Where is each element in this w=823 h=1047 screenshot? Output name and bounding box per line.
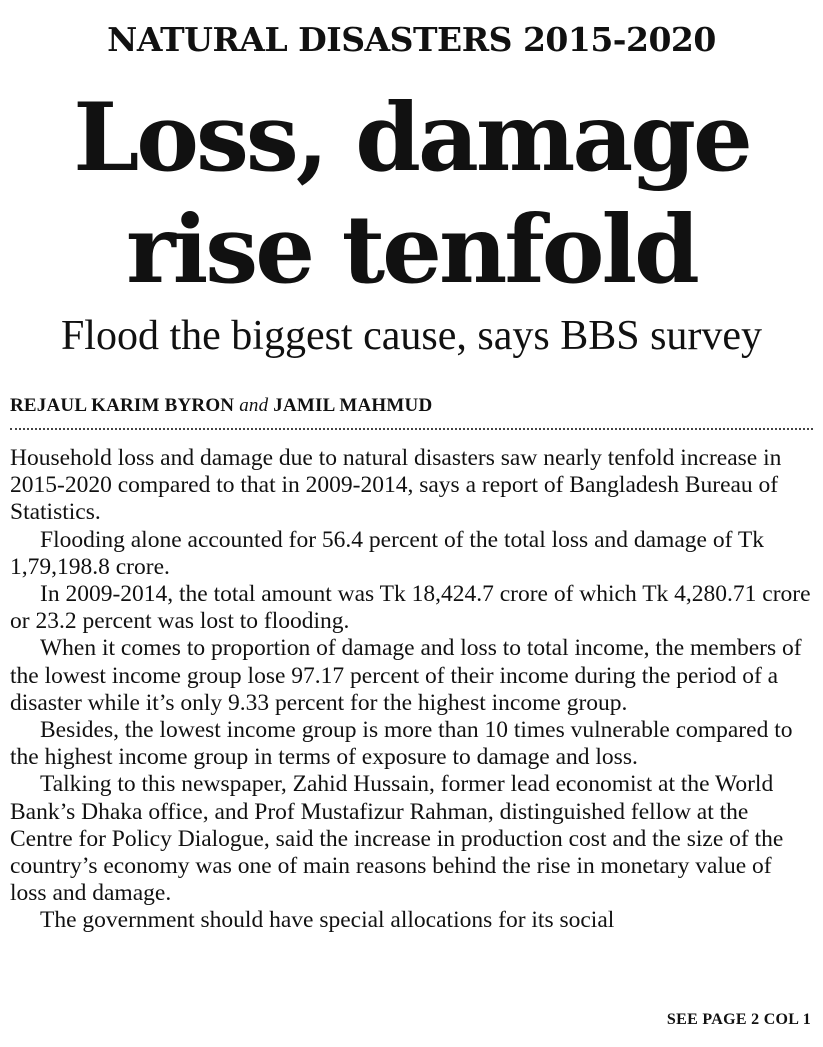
byline-author-2: JAMIL MAHMUD xyxy=(273,395,433,416)
article-body xyxy=(10,445,813,935)
subheadline: Flood the biggest cause, says BBS survey xyxy=(60,313,763,359)
paragraph-7: The government should have special allocations for its social xyxy=(40,907,615,934)
paragraph-5: Besides, the lowest income group is more than 10 times vulnerable compared to the highest income group in terms of exposure to damage and loss. xyxy=(10,717,793,771)
headline-line-2: rise tenfold xyxy=(126,195,697,305)
headline xyxy=(0,82,823,306)
byline-author-1: REJAUL KARIM BYRON xyxy=(10,395,235,416)
byline-conjunction: and xyxy=(239,395,269,416)
kicker-title: NATURAL DISASTERS 2015-2020 xyxy=(107,20,716,59)
paragraph-1: Household loss and damage due to natural disasters saw nearly tenfold increase in 2015-2020 compared to that in 2009-2014, says a report of Bangladesh Bureau of Statistics. xyxy=(10,445,782,526)
paragraph-2: Flooding alone accounted for 56.4 percent of the total loss and damage of Tk 1,79,198.8 crore. xyxy=(10,526,764,580)
paragraph-4: When it comes to proportion of damage and loss to total income, the members of the lowest income group lose 97.17 percent of their income during the period of a disaster while it’s only 9.33 percent for the highest income group. xyxy=(10,635,802,716)
paragraph-6: Talking to this newspaper, Zahid Hussain, former lead economist at the World Bank’s Dhaka office, and Prof Mustafizur Rahman, distinguished fellow at the Centre for Policy Dialogue, said the increase in production cost and the size of the country’s economy was one of main reasons behind the rise in monetary value of loss and damage. xyxy=(10,771,784,907)
continued-jump-line: SEE PAGE 2 COL 1 xyxy=(666,1011,811,1028)
byline xyxy=(10,395,432,417)
dotted-divider xyxy=(10,428,813,430)
paragraph-3: In 2009-2014, the total amount was Tk 18,424.7 crore of which Tk 4,280.71 crore or 23.2 percent was lost to flooding. xyxy=(10,581,811,635)
headline-line-1: Loss, damage xyxy=(73,83,750,193)
